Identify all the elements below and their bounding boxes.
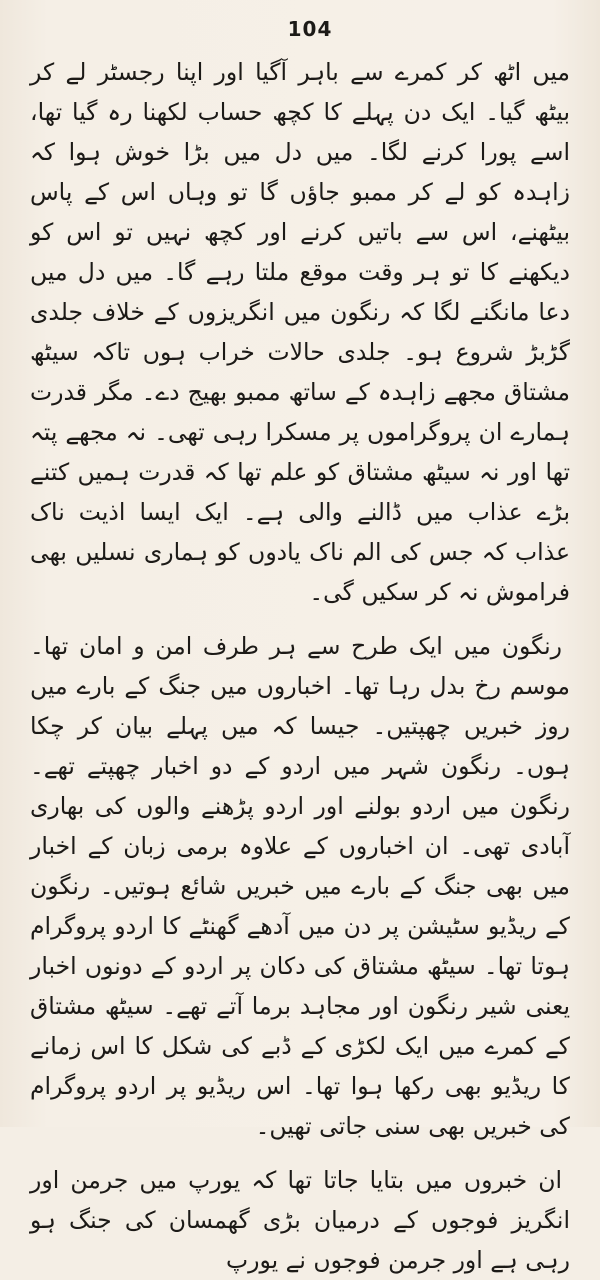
paragraph-2: رنگون میں ایک طرح سے ہر طرف امن و امان تھا۔ موسم رخ بدل رہا تھا۔ اخباروں میں جنگ کے بارے میں روز خبریں چھپتیں۔ جیسا کہ میں پہلے بیان کر چکا ہوں۔ رنگون شہر میں اردو کے دو اخبار چھپتے تھے۔ رنگون میں اردو بولنے اور اردو پڑھنے والوں کی بھاری آبادی تھی۔ ان اخباروں کے علاوہ برمی زبان کے اخبار میں بھی جنگ کے بارے میں خبریں شائع ہوتیں۔ رنگون کے ریڈیو سٹیشن پر دن میں آدھے گھنٹے کا اردو پروگرام ہوتا تھا۔ سیٹھ مشتاق کی دکان پر اردو کے دونوں اخبار یعنی شیر رنگون اور مجاہد برما آتے تھے۔ سیٹھ مشتاق کے کمرے میں ایک لکڑی کے ڈبے کی شکل کا اس زمانے کا ریڈیو بھی رکھا ہوا تھا۔ اس ریڈیو پر اردو پروگرام کی خبریں بھی سنی جاتی تھیں۔ <box>30 632 570 1140</box>
paragraph-3: ان خبروں میں بتایا جاتا تھا کہ یورپ میں جرمن اور انگریز فوجوں کے درمیان بڑی گھمسان کی جنگ ہو رہی ہے اور جرمن فوجوں نے یورپ <box>30 1166 570 1274</box>
paragraph-1: میں اٹھ کر کمرے سے باہر آگیا اور اپنا رجسٹر لے کر بیٹھ گیا۔ ایک دن پہلے کا کچھ حساب لکھنا رہ گیا تھا، اسے پورا کرنے لگا۔ میں دل میں بڑا خوش ہوا کہ زاہدہ کو لے کر ممبو جاؤں گا تو وہاں اس کے پاس بیٹھنے، اس سے باتیں کرنے اور کچھ نہیں تو اس کو دیکھنے کا تو ہر وقت موقع ملتا رہے گا۔ میں دل میں دعا مانگنے لگا کہ رنگون میں انگریزوں کے خلاف جلدی گڑبڑ شروع ہو۔ جلدی حالات خراب ہوں تاکہ سیٹھ مشتاق مجھے زاہدہ کے ساتھ ممبو بھیج دے۔ مگر قدرت ہمارے ان پروگراموں پر مسکرا رہی تھی۔ نہ مجھے پتہ تھا اور نہ سیٹھ مشتاق کو علم تھا کہ قدرت ہمیں کتنے بڑے عذاب میں ڈالنے والی ہے۔ ایک ایسا اذیت ناک عذاب کہ جس کی الم ناک یادوں کو ہماری نسلیں بھی فراموش نہ کر سکیں گی۔ <box>30 58 570 606</box>
page-number: 104 <box>287 17 333 41</box>
